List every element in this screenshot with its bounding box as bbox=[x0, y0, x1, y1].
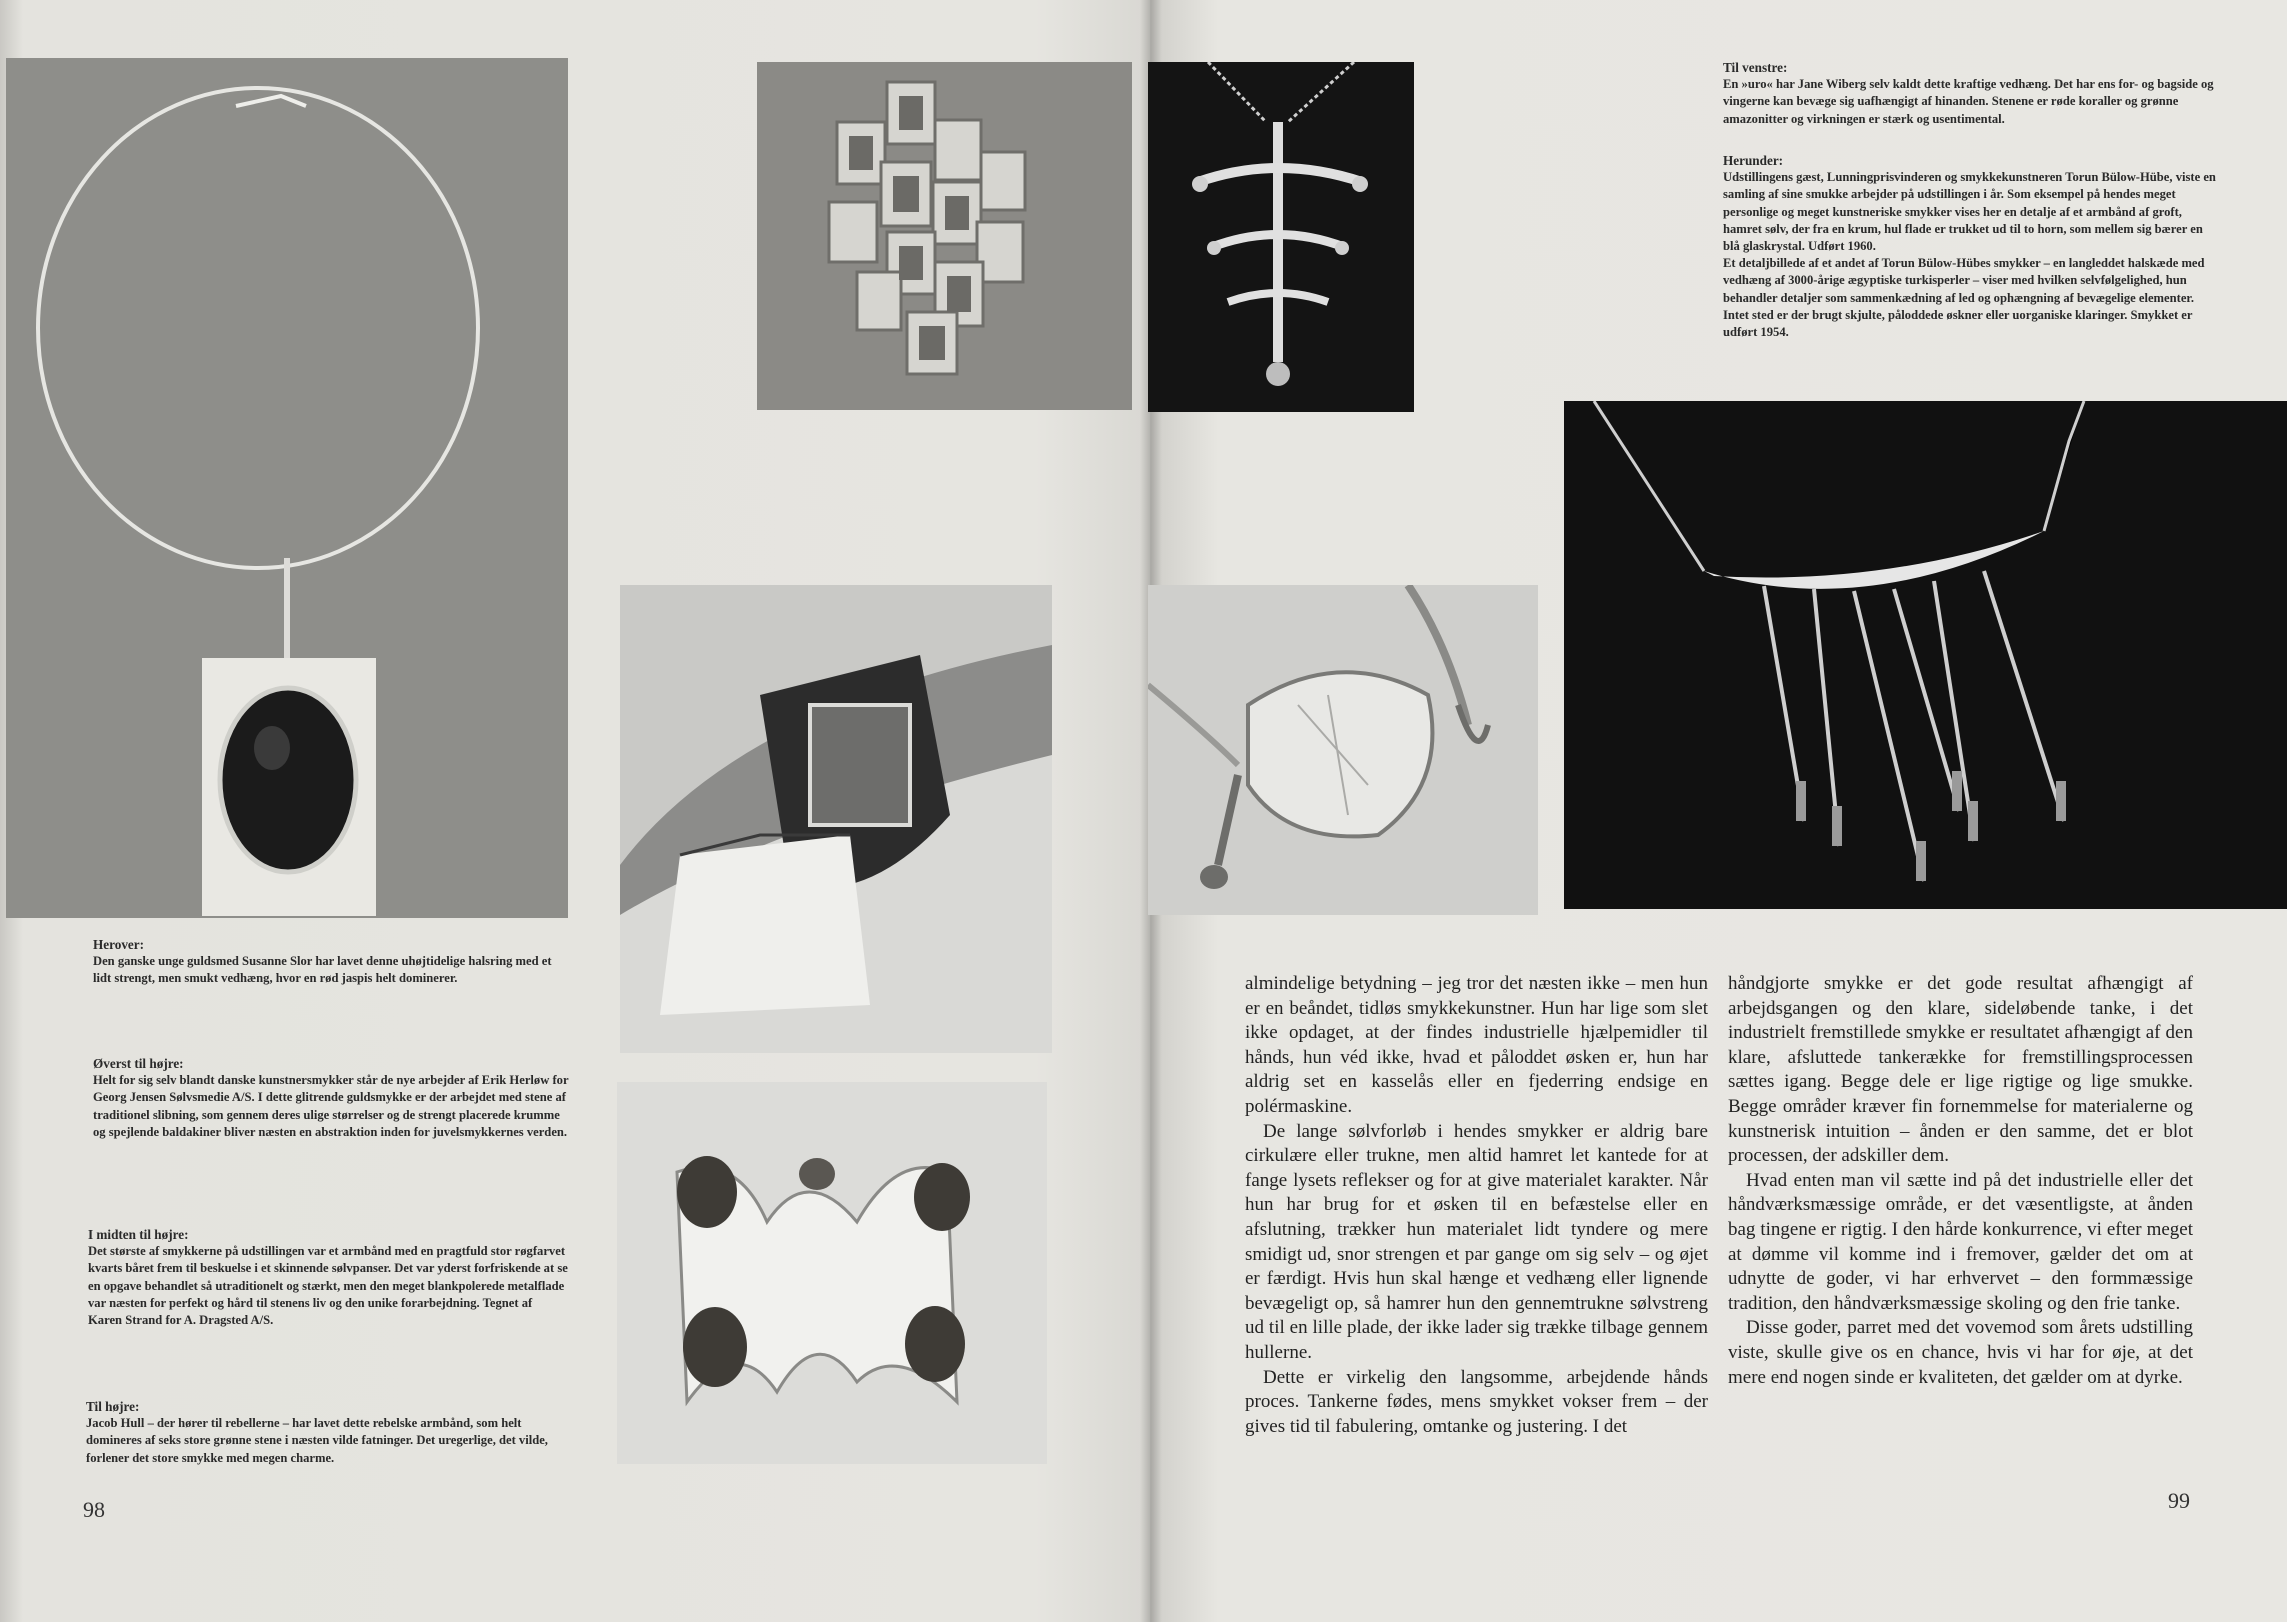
caption-herunder bbox=[1723, 152, 2216, 341]
body-column-2 bbox=[1728, 972, 2193, 1390]
caption-tilvenstre-text: En »uro« har Jane Wiberg selv kaldt dette kraftige vedhæng. Det har ens for- og bagside og vingerne kan bevæge sig uafhængigt af hinanden. Stenene er røde koraller og grønne amazonitter og virkningen er stærk og usentimental. bbox=[1723, 77, 2214, 126]
caption-herover bbox=[93, 936, 569, 988]
photo-bracelet-green-stones bbox=[617, 1082, 1047, 1464]
caption-midten-text: Det største af smykkerne på udstillingen var et armbånd med en pragtfuld stor røgfarvet kvarts båret frem til beskuelse i et skinnende sølvpanser. Det var yderst forfriskende at se en opgave behandlet så utraditionelt og stærkt, men den meget blankpolerede metalflade var næsten for perfekt og hård til stenens liv og den unike forarbejdning. Tegnet af Karen Strand for A. Dragsted A/S. bbox=[88, 1244, 568, 1328]
caption-tilhojre-text: Jacob Hull – der hører til rebellerne – har lavet dette rebelske armbånd, som helt domineres af seks store grønne stene i næsten vilde fatninger. Det uregerlige, det vilde, forlener det store smykke med megen charme. bbox=[86, 1416, 548, 1465]
body-col2-para-2: Hvad enten man vil sætte ind på det industrielle eller det håndværksmæssige område, er det væsentligste, at ånden bag tingene er rigtig. I den hårde konkurrence, vi efter meget at dømme vil komme ind i fremover, gælder det om at udnytte de goder, vi har erhvervet – den formmæssige tradition, den håndværksmæssige skoling og den frie tanke. bbox=[1728, 1169, 2193, 1314]
body-col1-para-1: almindelige betydning – jeg tror det næsten ikke – men hun er en beåndet, tidløs smykkekunstner. Hun har lige som slet ikke opdaget, at der findes industrielle hjælpemidler til hånds, hun véd ikke, hvad et påloddet øsken er, hun har aldrig set en kasselås eller en fjederring endsige en polérmaskine. bbox=[1245, 973, 1708, 1117]
photo-silver-bracelet-quartz bbox=[620, 585, 1052, 1053]
caption-herover-head: Herover: bbox=[93, 937, 145, 952]
body-col1-para-2: De lange sølvforløb i hendes smykker er aldrig bare cirkulære eller trukne, men altid hamret let kantede for at fange lysets reflekser og for at give materialet karakter. Når hun har brug for et øsken til en befæstelse eller en afslutning, trækker hun materialet lidt tyndere og mere smidigt ud, snor strengen et par gange om sig selv – og øjet er færdigt. Hvis hun skal hænge et vedhæng eller lignende bevægeligt op, så hamrer hun den gennemtrukne sølvstreng ud til en lille plade, der ikke lader sig trække tilbage gennem hullerne. bbox=[1245, 1120, 1708, 1363]
photo-neck-ring-pendant bbox=[6, 58, 568, 918]
caption-tilvenstre-head: Til venstre: bbox=[1723, 60, 1788, 75]
caption-tilvenstre bbox=[1723, 59, 2216, 128]
caption-herunder-text-2: Et detaljbillede af et andet af Torun Bülow-Hübes smykker – en langleddet halskæde med vedhæng af 3000-årige ægyptiske turkisperler – viser med hvilken selvfølgelighed, hun behandler detaljer som sammenkædning af led og ophængning af bevægelige elementer. Intet sted er der brugt skjulte, påloddede øskner eller uorganiske klaringer. Smykket er udført 1954. bbox=[1723, 256, 2205, 340]
body-col1-para-3: Dette er virkelig den langsomme, arbejdende hånds proces. Tankerne fødes, mens smykket vokser frem – der gives tid til fabulering, omtanke og justering. I det bbox=[1245, 1366, 1708, 1437]
page-number-left: 98 bbox=[83, 1497, 105, 1522]
page-number-right: 99 bbox=[2168, 1488, 2190, 1513]
caption-herover-text: Den ganske unge guldsmed Susanne Slor har lavet denne uhøjtidelige halsring med et lidt strengt, men smukt vedhæng, hvor en rød jaspis helt dominerer. bbox=[93, 954, 552, 986]
caption-midten bbox=[88, 1226, 569, 1329]
photo-necklace-turquoise bbox=[1564, 401, 2287, 909]
caption-overst bbox=[93, 1055, 569, 1141]
caption-herunder-head: Herunder: bbox=[1723, 153, 1784, 168]
photo-horned-bracelet-crystal bbox=[1148, 585, 1538, 915]
photo-uro-pendant bbox=[1148, 62, 1414, 412]
caption-overst-text: Helt for sig selv blandt danske kunstnersmykker står de nye arbejder af Erik Herløw for Georg Jensen Sølvsmedie A/S. I dette glitrende guldsmykke er der arbejdet med stene af traditionel slibning, som gennem deres ulige størrelser og de strengt placerede krumme og spejlende baldakiner bliver næsten en abstraktion inden for juvelsmykkernes verden. bbox=[93, 1073, 569, 1139]
body-col2-para-3: Disse goder, parret med det vovemod som årets udstilling viste, skulle give os en chance, hvis vi har for øje, at det mere end nogen sinde er kvaliteten, det gælder om at dyrke. bbox=[1728, 1317, 2193, 1388]
caption-tilhojre bbox=[86, 1398, 569, 1467]
photo-gold-brooch bbox=[757, 62, 1132, 410]
body-column-1 bbox=[1245, 972, 1708, 1439]
caption-overst-head: Øverst til højre: bbox=[93, 1056, 184, 1071]
caption-tilhojre-head: Til højre: bbox=[86, 1399, 140, 1414]
body-col2-para-1: håndgjorte smykke er det gode resultat afhængigt af arbejdsgangen og den klare, sideløbende tanke, i det industrielt fremstillede smykke er resultatet afhængigt af den klare, afsluttede tankerække for fremstillingsprocessen sættes igang. Begge dele er lige rigtige og lige smukke. Begge områder kræver fin fornemmelse for materialerne og kunstnerisk intuition – ånden er den samme, det er blot processen, der adskiller dem. bbox=[1728, 973, 2193, 1167]
caption-herunder-text-1: Udstillingens gæst, Lunningprisvinderen og smykkekunstneren Torun Bülow-Hübe, viste en samling af sine smukke arbejder på udstillingen i år. Som eksempel på hendes meget personlige og meget kunstneriske smykker vises her en detalje af et armbånd af groft, hamret sølv, der fra en krum, hul flade er trukket ud til to horn, som mellem sig bærer en blå glaskrystal. Udført 1960. bbox=[1723, 170, 2216, 254]
caption-midten-head: I midten til højre: bbox=[88, 1227, 189, 1242]
